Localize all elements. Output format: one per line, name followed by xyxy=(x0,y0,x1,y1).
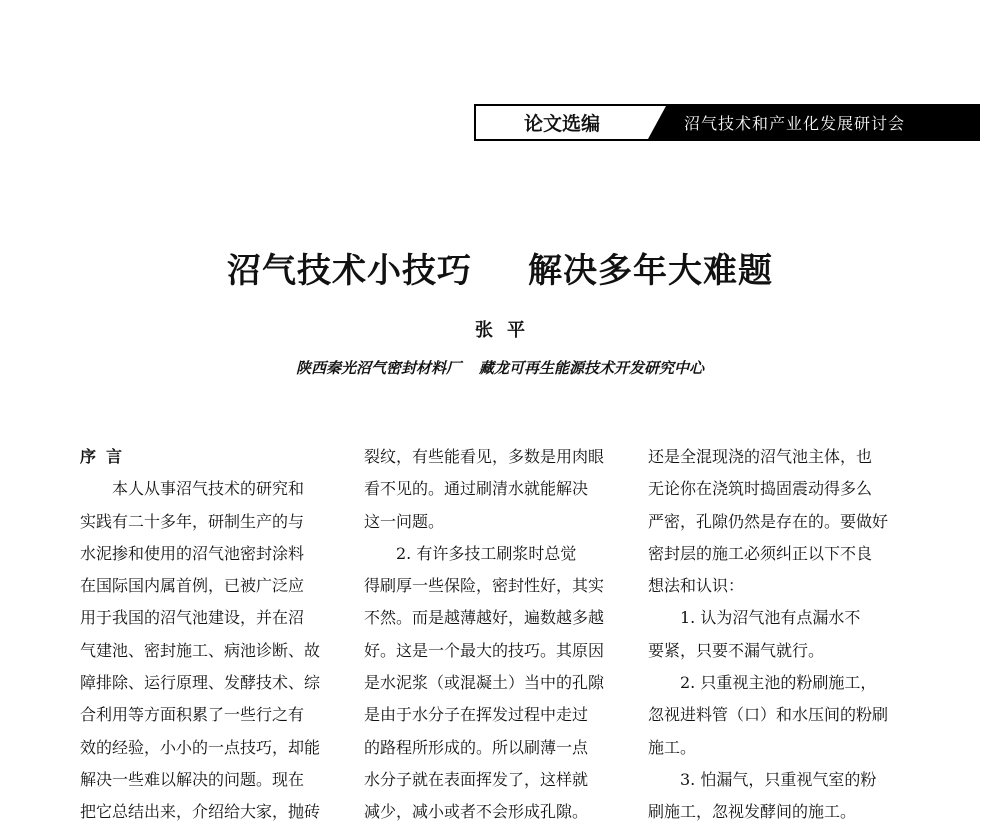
text-line: 解决一些难以解决的问题。现在 xyxy=(80,769,305,789)
text-line: 看不见的。通过刷清水就能解决 xyxy=(364,479,589,499)
title-part-2: 解决多年大难题 xyxy=(528,251,773,291)
text-line: 要紧，只要不漏气就行。 xyxy=(648,640,825,660)
text-line: 水泥掺和使用的沼气池密封涂料 xyxy=(80,543,305,563)
running-header xyxy=(474,104,980,141)
text-line: 是水泥浆（或混凝土）当中的孔隙 xyxy=(364,673,605,693)
text-line: 水分子就在表面挥发了，这样就 xyxy=(364,769,589,789)
text-line: 实践有二十多年，研制生产的与 xyxy=(80,511,305,531)
text-line: 在国际国内属首例，已被广泛应 xyxy=(80,576,305,596)
conference-label: 沼气技术和产业化发展研讨会 xyxy=(648,106,978,139)
text-line: 施工。 xyxy=(648,737,697,757)
affiliation-1: 陕西秦光沼气密封材料厂 xyxy=(295,359,461,377)
text-line: 气建池、密封施工、病池诊断、故 xyxy=(80,640,321,660)
text-line: 的路程所形成的。所以刷薄一点 xyxy=(364,737,589,757)
text-line: 用于我国的沼气池建设，并在沼 xyxy=(80,608,305,628)
section-heading-char-2: 言 xyxy=(106,447,123,466)
text-line: 忽视进料管（口）和水压间的粉刷 xyxy=(648,705,889,725)
text-line: 是由于水分子在挥发过程中走过 xyxy=(364,705,589,725)
author xyxy=(0,316,1000,342)
text-line: 效的经验，小小的一点技巧，却能 xyxy=(80,737,321,757)
body-column-1 xyxy=(80,441,352,829)
text-line: 1. 认为沼气池有点漏水不 xyxy=(648,608,861,628)
body-column-2 xyxy=(364,441,636,829)
text-line: 减少，减小或者不会形成孔隙。 xyxy=(364,802,589,822)
text-line: 2. 只重视主池的粉刷施工， xyxy=(648,673,877,693)
affiliation xyxy=(0,357,1000,378)
article-title xyxy=(0,243,1000,292)
text-line: 不然。而是越薄越好，遍数越多越 xyxy=(364,608,605,628)
author-given-name: 平 xyxy=(507,320,525,341)
affiliation-2: 藏龙可再生能源技术开发研究中心 xyxy=(479,359,705,377)
title-part-1: 沼气技术小技巧 xyxy=(227,251,472,291)
text-line: 想法和认识： xyxy=(648,576,745,596)
text-line: 刷施工，忽视发酵间的施工。 xyxy=(648,802,857,822)
text-line: 密封层的施工必须纠正以下不良 xyxy=(648,543,873,563)
body-column-3 xyxy=(648,441,920,829)
text-line: 2. 有许多技工刷浆时总觉 xyxy=(364,543,577,563)
text-line: 这一问题。 xyxy=(364,511,445,531)
text-line: 严密，孔隙仍然是存在的。要做好 xyxy=(648,511,889,531)
text-line: 障排除、运行原理、发酵技术、综 xyxy=(80,673,321,693)
text-line: 本人从事沼气技术的研究和 xyxy=(80,479,305,499)
text-line: 无论你在浇筑时捣固震动得多么 xyxy=(648,479,873,499)
text-line: 还是全混现浇的沼气池主体，也 xyxy=(648,447,873,466)
text-line: 得刷厚一些保险，密封性好，其实 xyxy=(364,576,605,596)
section-label: 论文选编 xyxy=(476,106,648,139)
section-heading xyxy=(80,441,352,473)
text-line: 把它总结出来，介绍给大家，抛砖 xyxy=(80,802,321,822)
text-line: 裂纹，有些能看见，多数是用肉眼 xyxy=(364,447,605,466)
text-line: 3. 怕漏气，只重视气室的粉 xyxy=(648,769,877,789)
section-heading-char-1: 序 xyxy=(80,447,97,466)
author-family-name: 张 xyxy=(475,320,493,341)
text-line: 好。这是一个最大的技巧。其原因 xyxy=(364,640,605,660)
text-line: 合利用等方面积累了一些行之有 xyxy=(80,705,305,725)
